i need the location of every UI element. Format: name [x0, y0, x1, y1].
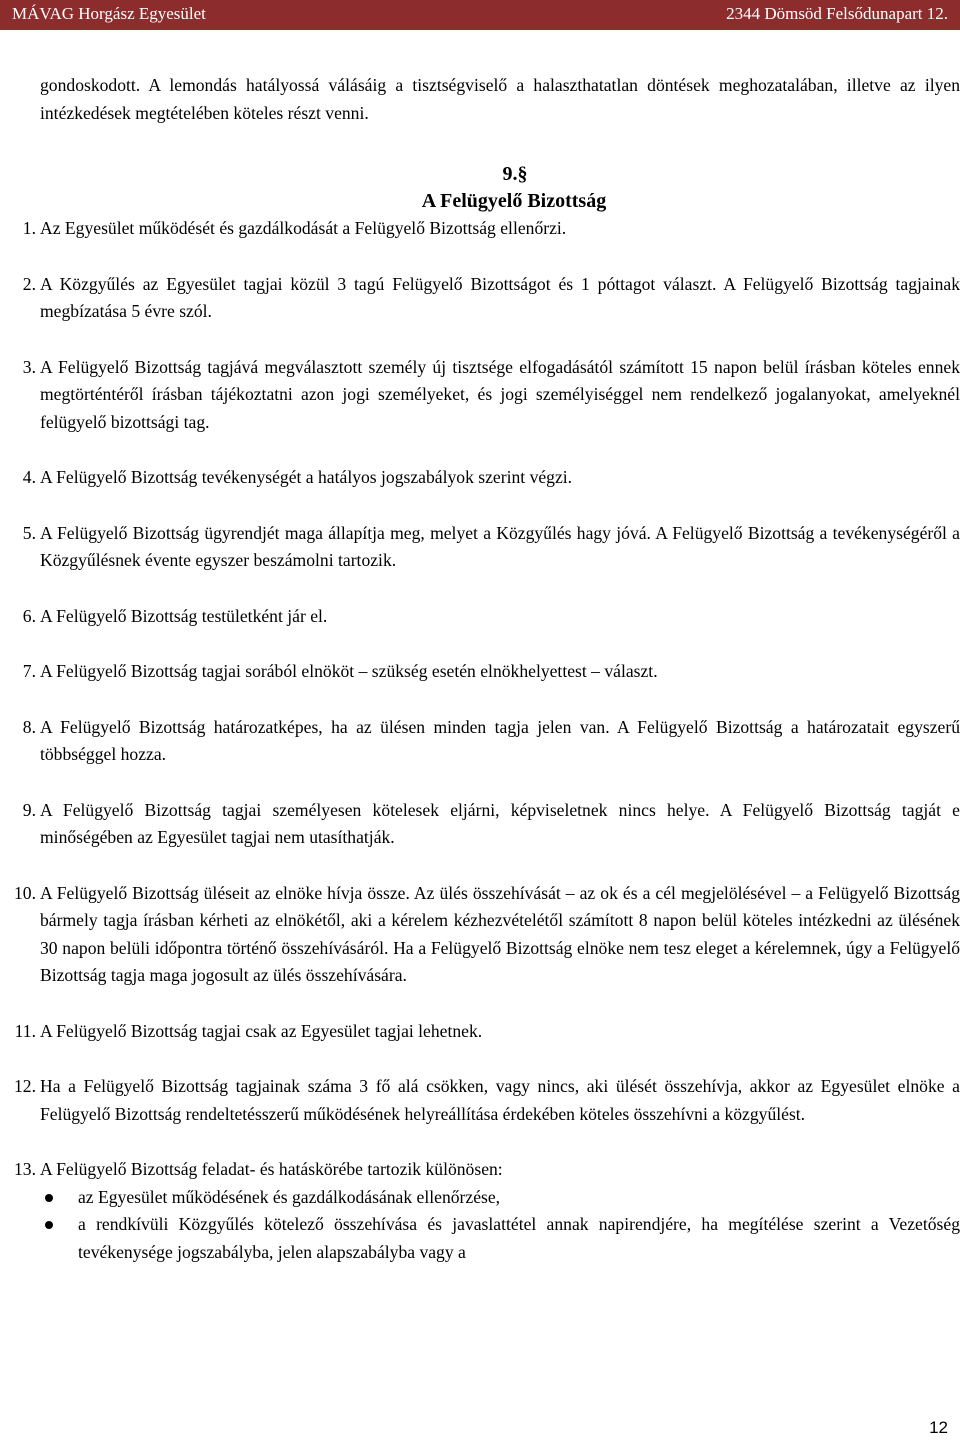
bullet-icon [40, 1211, 78, 1266]
section-title: A Felügyelő Bizottság [421, 190, 607, 212]
item-text: A Felügyelő Bizottság tagjává megválasztott személy új tisztsége elfogadásától számított 15 napon belül írásban köteles ennek megtörténtéről írásban tájékoztatni azon jogi személyeket, és jogi személyiséggel nem rendelkező jogalanyokat, amelyeknél felügyelő bizottsági tag. [40, 356, 960, 432]
item-number: 11. [14, 1020, 36, 1041]
intro-paragraph: gondoskodott. A lemondás hatályossá válásáig a tisztségviselő a halaszthatatlan döntések meghozatalában, illetve az ilyen intézkedések megtételében köteles részt venni. [40, 75, 960, 123]
item-text: A Közgyűlés az Egyesület tagjai közül 3 tagú Felügyelő Bizottságot és 1 póttagot választ. A Felügyelő Bizottság tagjainak megbízatása 5 évre szól. [40, 273, 960, 321]
bullet-list [40, 1184, 960, 1267]
item-text: A Felügyelő Bizottság testületként jár el. [40, 605, 328, 626]
item-text: A Felügyelő Bizottság ügyrendjét maga állapítja meg, melyet a Közgyűlés hagy jóvá. A Felügyelő Bizottság a tevékenységéről a Közgyűlésnek évente egyszer beszámolni tartozik. [40, 522, 960, 570]
item-number: 12. [14, 1076, 36, 1096]
list-item [22, 520, 960, 575]
item-number: 7. [22, 661, 36, 681]
list-item [14, 1018, 960, 1046]
item-number: 4. [22, 467, 36, 487]
list-item [22, 354, 960, 437]
page-header [0, 0, 960, 30]
list-item [22, 271, 960, 326]
item-text: A Felügyelő Bizottság tagjai személyesen kötelesek eljárni, képviseletnek nincs helye. A Felügyelő Bizottság tagját e minőségében az Egyesület tagjai nem utasíthatják. [40, 799, 960, 847]
item-text: A Felügyelő Bizottság üléseit az elnöke hívja össze. Az ülés összehívását – az ok és a cél megjelölésével – a Felügyelő Bizottság bármely tagja írásban kérheti az elnökétől, aki a kérelem kézhezvételétől számított 8 napon belül köteles intézkedni az ülésének 30 napon belüli időpontra történő összehívásáról. Ha a Felügyelő Bizottság elnöke nem tesz eleget a kérelemnek, úgy a Felügyelő Bizottság tagja maga jogosult az ülés összehívására. [40, 882, 960, 985]
bullet-icon [40, 1184, 78, 1212]
list-item [14, 880, 960, 990]
list-item [14, 1156, 960, 1184]
bullet-item [40, 1211, 960, 1266]
bullet-text: a rendkívüli Közgyűlés kötelező összehívása és javaslattétel annak napirendjére, ha megítélése szerint a Vezetőség tevékenysége jogszabályba, jelen alapszabályba vagy a [78, 1214, 960, 1262]
item-number: 9. [22, 799, 36, 820]
item-text: Az Egyesület működését és gazdálkodását a Felügyelő Bizottság ellenőrzi. [40, 218, 567, 238]
item-text: A Felügyelő Bizottság határozatképes, ha az ülésen minden tagja jelen van. A Felügyelő Bizottság a határozatait egyszerű többséggel hozza. [40, 716, 960, 764]
page-number: 12 [929, 1418, 948, 1437]
bullet-item [40, 1184, 960, 1212]
item-text: A Felügyelő Bizottság tagjai sorából elnököt – szükség esetén elnökhelyettest – választ. [40, 661, 658, 681]
item-number: 2. [22, 273, 36, 294]
header-address: 2344 Dömsöd Felsődunapart 12. [726, 4, 948, 23]
item-number: 10. [14, 882, 36, 903]
item-number: 1. [22, 218, 36, 238]
item-number: 3. [22, 356, 36, 377]
bullet-text: az Egyesület működésének és gazdálkodásának ellenőrzése, [78, 1186, 501, 1207]
item-number: 6. [22, 605, 36, 626]
item-text: A Felügyelő Bizottság tagjai csak az Egyesület tagjai lehetnek. [40, 1020, 483, 1041]
item-text: A Felügyelő Bizottság feladat- és hatáskörébe tartozik különösen: [40, 1159, 503, 1179]
list-item [22, 658, 960, 686]
section-number: 9.§ [502, 163, 528, 185]
document-body [14, 72, 960, 1266]
item-text: Ha a Felügyelő Bizottság tagjainak száma 3 fő alá csökken, vagy nincs, aki ülését összehívja, akkor az Egyesület elnöke a Felügyelő Bizottság rendeltetésszerű működésének helyreállítása érdekében köteles összehívni a közgyűlést. [40, 1076, 960, 1124]
list-item [22, 797, 960, 852]
list-item [14, 1073, 960, 1128]
list-item [22, 464, 960, 492]
list-item [22, 603, 960, 631]
item-number: 13. [14, 1159, 36, 1179]
header-organization: MÁVAG Horgász Egyesület [12, 4, 206, 23]
item-number: 5. [22, 522, 36, 543]
item-number: 8. [22, 716, 36, 737]
list-item [22, 215, 960, 243]
list-item [22, 714, 960, 769]
item-text: A Felügyelő Bizottság tevékenységét a hatályos jogszabályok szerint végzi. [40, 467, 573, 487]
